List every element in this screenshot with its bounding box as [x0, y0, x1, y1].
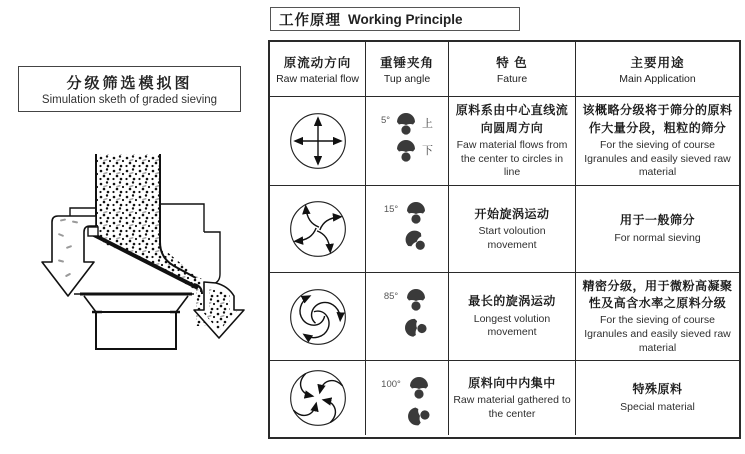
machine-cross-section-drawing — [8, 116, 258, 454]
header-zh: 重锤夹角 — [379, 56, 434, 70]
tup-lower-icon — [394, 138, 418, 162]
application-zh: 特殊原料 — [632, 382, 683, 397]
radial-outward-cross-arrows-icon — [285, 108, 351, 174]
simulation-sketch-label — [18, 66, 241, 112]
tup-upper-icon — [404, 200, 428, 224]
feature-zh: 开始旋涡运动 — [474, 206, 550, 221]
application-en: For the sieving of course Igranules and easily sieved raw material — [584, 138, 731, 179]
header-raw-material-flow — [270, 42, 366, 97]
application-en: For the sieving of course Igranules and easily sieved raw material — [584, 314, 731, 354]
feature-en: Longest volution movement — [473, 312, 551, 339]
tup-angle-value: 5° — [380, 115, 391, 126]
header-zh: 原流动方向 — [283, 56, 352, 70]
tube-right-wall — [160, 154, 196, 278]
machine-stand — [96, 312, 176, 349]
tup-angle-cell-row3 — [366, 273, 449, 361]
working-principle-table — [268, 40, 741, 439]
header-tup-angle — [366, 42, 449, 97]
flow-pattern-cell-row1 — [270, 97, 366, 186]
application-en: Special material — [620, 400, 695, 413]
tup-upper-icon — [404, 287, 428, 311]
long-volution-swirl-arrows-icon — [285, 284, 351, 350]
application-cell-row3 — [576, 273, 739, 361]
feature-en: Raw material gathered to the center — [453, 394, 571, 420]
header-main-application — [576, 42, 739, 97]
application-cell-row4 — [576, 361, 739, 435]
simulation-label-en: Simulation sketh of graded sieving — [41, 94, 218, 106]
sieving-machine-diagram — [8, 116, 258, 454]
tup-angle-cell-row4 — [366, 361, 449, 435]
application-cell-row2 — [576, 186, 739, 273]
feed-particles — [97, 154, 159, 234]
tup-angle-value: 100° — [381, 379, 401, 390]
application-zh: 该概略分级将于筛分的原料作大量分段，粗粒的筛分 — [582, 103, 733, 135]
spiral-inward-to-center-arrows-icon — [285, 365, 351, 431]
application-en: For normal sieving — [614, 231, 701, 244]
left-casing-step — [70, 208, 96, 216]
header-en: Raw material flow — [276, 73, 359, 85]
feature-zh: 最长的旋涡运动 — [468, 294, 556, 309]
tup-angle-cell-row1 — [366, 97, 449, 186]
tup-label-up: 上 — [422, 118, 434, 130]
spiral-outward-arrows-icon — [285, 196, 351, 262]
feature-en: Faw material flows from the center to circles in line — [456, 138, 568, 179]
feature-cell-row1 — [449, 97, 576, 186]
tup-lower-icon-rotated — [405, 402, 433, 430]
header-feature — [449, 42, 576, 97]
application-cell-row1 — [576, 97, 739, 186]
working-principle-title-en: Working Principle — [348, 11, 463, 27]
tup-upper-icon — [394, 111, 418, 135]
feature-zh: 原料向中内集中 — [468, 375, 556, 390]
base-trapezoid-sides — [84, 296, 188, 312]
header-zh: 特 色 — [496, 56, 528, 70]
feature-en: Start voloution movement — [478, 225, 546, 251]
tup-lower-icon-rotated — [402, 227, 430, 255]
flow-pattern-cell-row2 — [270, 186, 366, 273]
working-principle-title-box — [270, 7, 520, 31]
header-en: Main Application — [619, 73, 696, 85]
simulation-label-zh: 分级筛选模拟图 — [66, 75, 193, 92]
header-zh: 主要用途 — [630, 56, 685, 70]
tup-angle-cell-row2 — [366, 186, 449, 273]
feature-zh: 原料系由中心直线流向圆周方向 — [455, 103, 569, 135]
tup-label-down: 下 — [422, 145, 434, 157]
flow-pattern-cell-row4 — [270, 361, 366, 435]
application-zh: 用于一般筛分 — [619, 213, 695, 228]
flow-pattern-cell-row3 — [270, 273, 366, 361]
feature-cell-row4 — [449, 361, 576, 435]
tup-angle-value: 15° — [383, 204, 399, 215]
tup-upper-icon — [407, 375, 431, 399]
application-zh: 精密分级，用于微粉高凝聚性及高含水率之原料分级 — [582, 278, 733, 311]
tup-lower-icon-rotated — [402, 314, 430, 342]
header-en: Fature — [496, 73, 528, 85]
header-en: Tup angle — [383, 73, 431, 85]
working-principle-title-zh: 工作原理 — [279, 12, 341, 29]
feature-cell-row2 — [449, 186, 576, 273]
feature-cell-row3 — [449, 273, 576, 361]
tup-angle-value: 85° — [383, 291, 399, 302]
deck-left-fitting — [88, 227, 98, 236]
